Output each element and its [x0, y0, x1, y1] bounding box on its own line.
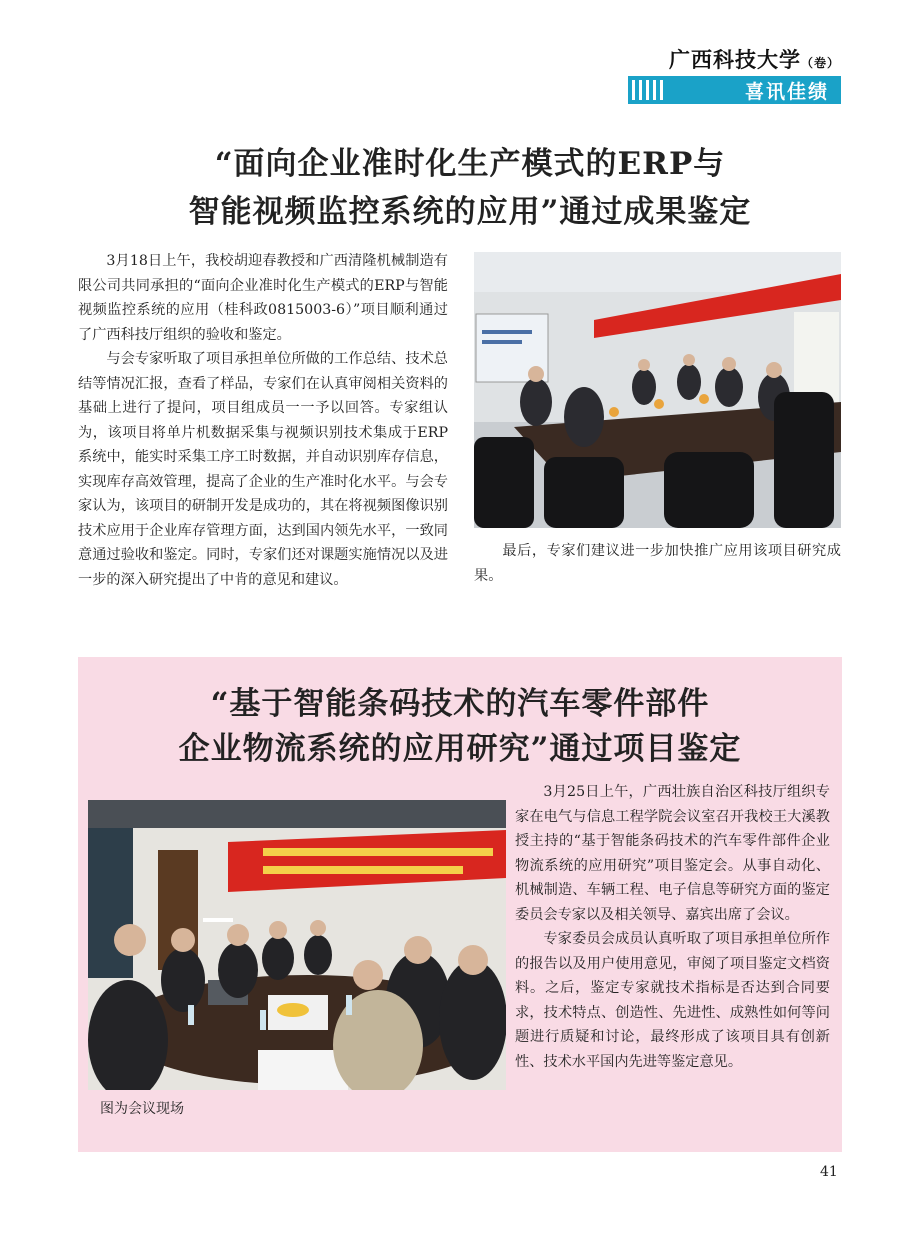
- article2-paragraph: 3月25日上午，广西壮族自治区科技厅组织专家在电气与信息工程学院会议室召开我校王大溪教授主持的“基于智能条码技术的汽车零件部件企业物流系统的应用研究”项目鉴定会。从事自动化、机械制造、车辆工程、电子信息等研究方面的鉴定委员会专家以及相关领导、嘉宾出席了会议。: [515, 784, 830, 923]
- journal-title: 广西科技大学（卷）: [668, 47, 840, 72]
- stripes-decoration: [632, 80, 666, 100]
- article1-closing: 最后，专家们建议进一步加快推广应用该项目研究成果。: [474, 543, 841, 584]
- article2-body: [515, 780, 830, 1074]
- meeting-photo-1: [474, 252, 841, 528]
- meeting-photo-2: [88, 800, 506, 1090]
- journal-volume: （卷）: [800, 56, 840, 70]
- article2-title: “基于智能条码技术的汽车零件部件 企业物流系统的应用研究”通过项目鉴定: [178, 686, 742, 767]
- page-number: 41: [820, 1164, 838, 1180]
- column-name: 喜讯佳绩: [744, 81, 829, 103]
- article1-title: “面向企业准时化生产模式的ERP与 智能视频监控系统的应用”通过成果鉴定: [188, 146, 752, 230]
- article1-body: [78, 249, 448, 592]
- photo-caption: 图为会议现场: [100, 1101, 184, 1117]
- article1-paragraph: 3月18日上午，我校胡迎春教授和广西清隆机械制造有限公司共同承担的“面向企业准时化生产模式的ERP与智能视频监控系统的应用（桂科政0815003-6）”项目顺利通过了广西科技厅组织的验收和鉴定。: [78, 253, 448, 343]
- article2-paragraph: 专家委员会成员认真听取了项目承担单位所作的报告以及用户使用意见，审阅了项目鉴定文档资料。之后，鉴定专家就技术指标是否达到合同要求，技术特点、创造性、先进性、成熟性如何等问题进行质疑和讨论，最终形成了该项目具有创新性、技术水平国内先进等鉴定意见。: [515, 931, 830, 1070]
- article1-paragraph: 与会专家听取了项目承担单位所做的工作总结、技术总结等情况汇报，查看了样品，专家们在认真审阅相关资料的基础上进行了提问，项目组成员一一予以回答。专家组认为，该项目将单片机数据采集与视频识别技术集成于ERP系统中，能实时采集工序工时数据，并自动识别库存信息，实现库存高效管理，提高了企业的生产准时化水平。与会专家认为，该项目的研制开发是成功的，其在将视频图像识别技术应用于企业库存管理方面，达到国内领先水平，一致同意通过验收和鉴定。同时，专家们还对课题实施情况以及进一步的深入研究提出了中肯的意见和建议。: [78, 351, 448, 588]
- column-tag: [628, 76, 841, 104]
